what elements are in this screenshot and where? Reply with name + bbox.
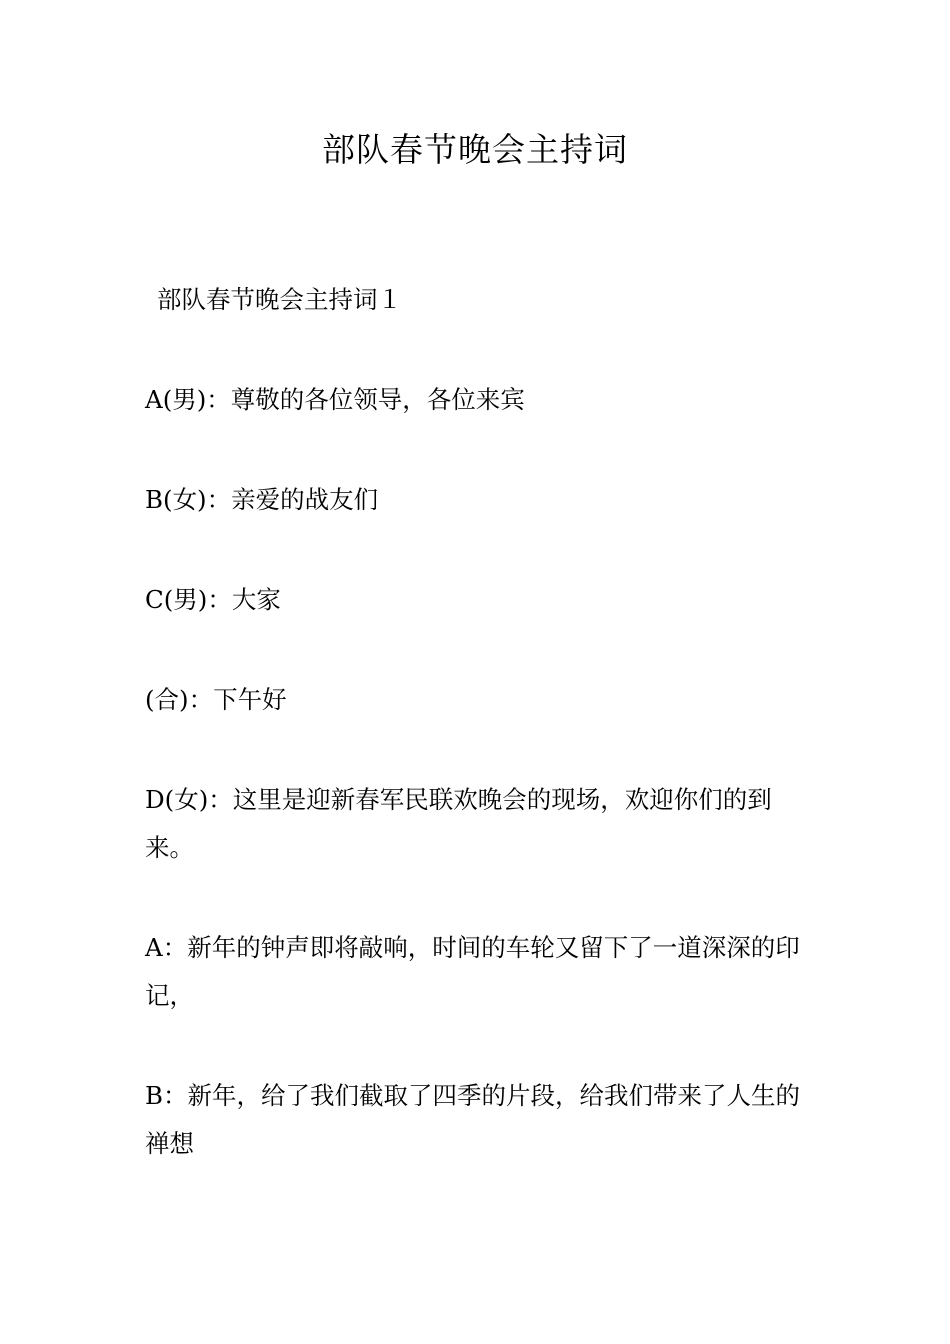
paragraph: (合)：下午好 xyxy=(145,685,287,714)
paragraph: C(男)：大家 xyxy=(145,585,281,614)
document-title: 部队春节晚会主持词 xyxy=(322,130,628,169)
paragraph: A(男)：尊敬的各位领导，各位来宾 xyxy=(145,385,525,414)
paragraph: A：新年的钟声即将敲响，时间的车轮又留下了一道深深的印记， xyxy=(145,933,800,1010)
document-body xyxy=(145,276,815,1220)
paragraph: D(女)：这里是迎新春军民联欢晚会的现场，欢迎你们的到来。 xyxy=(145,785,772,862)
section-heading: 部队春节晚会主持词１ xyxy=(157,285,402,314)
paragraph: B：新年，给了我们截取了四季的片段，给我们带来了人生的禅想 xyxy=(145,1081,801,1158)
paragraph: B(女)：亲爱的战友们 xyxy=(145,485,379,514)
